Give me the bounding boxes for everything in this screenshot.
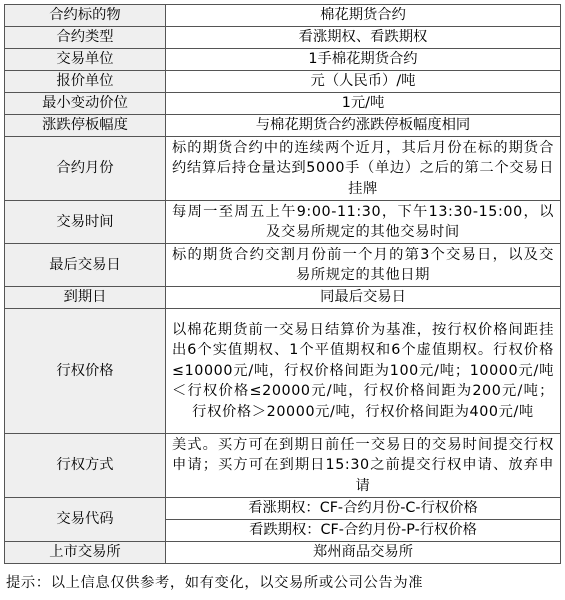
table-row (5, 244, 561, 287)
table-row (5, 434, 561, 498)
row-label: 合约类型 (5, 27, 166, 49)
table-row (5, 542, 561, 564)
row-label: 最后交易日 (5, 244, 166, 287)
table-row (5, 115, 561, 137)
table-row (5, 137, 561, 201)
row-value: 标的期货合约中的连续两个近月，其后月份在标的期货合约结算后持仓量达到5000手（单边）之后的第二个交易日挂牌 (166, 137, 561, 201)
row-label: 涨跌停板幅度 (5, 115, 166, 137)
table-row (5, 5, 561, 27)
row-value-put: 看跌期权：CF-合约月份-P-行权价格 (166, 520, 561, 542)
row-value: 看涨期权、看跌期权 (166, 27, 561, 49)
table-row (5, 309, 561, 434)
table-row (5, 93, 561, 115)
row-label: 交易单位 (5, 49, 166, 71)
row-value: 1手棉花期货合约 (166, 49, 561, 71)
table-row (5, 71, 561, 93)
table-row (5, 49, 561, 71)
row-value: 棉花期货合约 (166, 5, 561, 27)
table-row (5, 27, 561, 49)
row-value: 与棉花期货合约涨跌停板幅度相同 (166, 115, 561, 137)
row-label: 上市交易所 (5, 542, 166, 564)
row-label: 行权价格 (5, 309, 166, 434)
row-label: 报价单位 (5, 71, 166, 93)
row-label: 最小变动价位 (5, 93, 166, 115)
table-row (5, 498, 561, 520)
row-value: 1元/吨 (166, 93, 561, 115)
row-label: 合约月份 (5, 137, 166, 201)
row-value-call: 看涨期权：CF-合约月份-C-行权价格 (166, 498, 561, 520)
row-label: 交易代码 (5, 498, 166, 542)
row-label: 合约标的物 (5, 5, 166, 27)
row-label: 行权方式 (5, 434, 166, 498)
row-label: 到期日 (5, 287, 166, 309)
row-value: 同最后交易日 (166, 287, 561, 309)
disclaimer-note: 提示：以上信息仅供参考，如有变化，以交易所或公司公告为准 (6, 575, 424, 591)
option-spec-table (4, 4, 561, 564)
row-value: 以棉花期货前一交易日结算价为基准，按行权价格间距挂出6个实值期权、1个平值期权和6个虚值期权。行权价格≤10000元/吨，行权价格间距为100元/吨；10000元/吨＜行权价格≤20000元/吨，行权价格间距为200元/吨；行权价格＞20000元/吨，行权价格间距为400元/吨 (166, 309, 561, 434)
row-value: 美式。买方可在到期日前任一交易日的交易时间提交行权申请；买方可在到期日15:30之前提交行权申请、放弃申请 (166, 434, 561, 498)
row-value: 元（人民币）/吨 (166, 71, 561, 93)
table-row (5, 201, 561, 244)
table-row (5, 287, 561, 309)
row-value: 每周一至周五上午9:00-11:30，下午13:30-15:00，以及交易所规定的其他交易时间 (166, 201, 561, 244)
row-value: 郑州商品交易所 (166, 542, 561, 564)
row-value: 标的期货合约交割月份前一个月的第3个交易日，以及交易所规定的其他日期 (166, 244, 561, 287)
row-label: 交易时间 (5, 201, 166, 244)
